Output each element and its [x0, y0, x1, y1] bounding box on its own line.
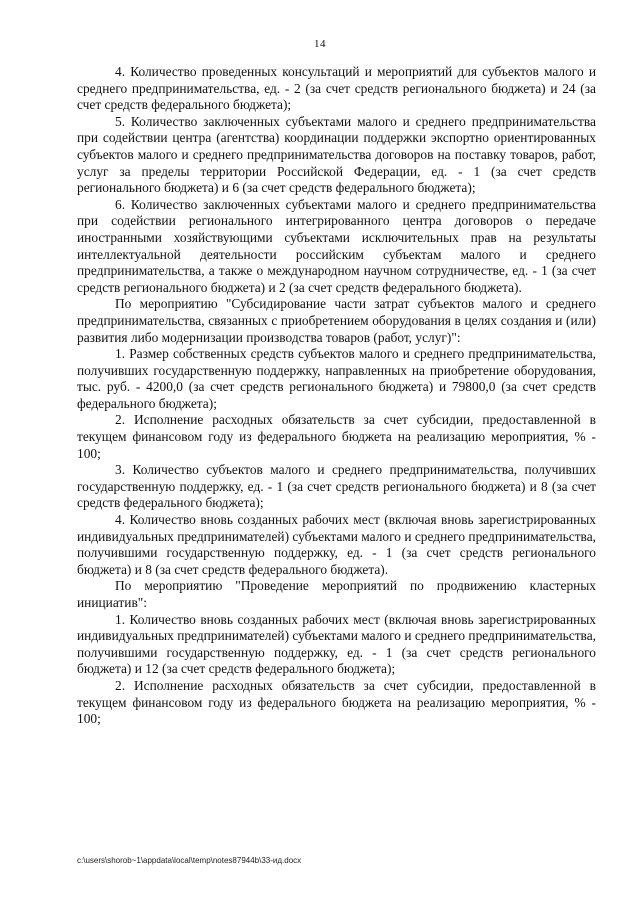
- paragraph: 6. Количество заключенных субъектами малого и среднего предпринимательства при содействии регионального интегрированного центра договоров о передаче иностранными хозяйствующими субъектами исключительных прав на результаты интеллектуальной деятельности российским субъектам малого и среднего предпринимательства, а также о международном научном сотрудничестве, ед. - 1 (за счет средств регионального бюджета) и 2 (за счет средств федерального бюджета).: [77, 196, 596, 295]
- paragraph: 4. Количество вновь созданных рабочих мест (включая вновь зарегистрированных индивидуальных предпринимателей) субъектами малого и среднего предпринимательства, получившими государственную поддержку, ед. - 1 (за счет средств регионального бюджета) и 8 (за счет средств федерального бюджета).: [77, 512, 596, 577]
- page-number: 14: [314, 38, 326, 50]
- paragraph: 2. Исполнение расходных обязательств за счет субсидии, предоставленной в текущем финансовом году из федерального бюджета на реализацию мероприятия, % - 100;: [77, 412, 596, 461]
- paragraph: 1. Размер собственных средств субъектов малого и среднего предпринимательства, получивших государственную поддержку, направленных на приобретение оборудования, тыс. руб. - 4200,0 (за счет средств регионального бюджета) и 79800,0 (за счет средств федерального бюджета);: [77, 346, 596, 411]
- document-body: [77, 64, 596, 728]
- paragraph: 1. Количество вновь созданных рабочих мест (включая вновь зарегистрированных индивидуальных предпринимателей) субъектами малого и среднего предпринимательства, получившими государственную поддержку, ед. - 1 (за счет средств регионального бюджета) и 12 (за счет средств федерального бюджета);: [77, 611, 596, 677]
- paragraph: 2. Исполнение расходных обязательств за счет субсидии, предоставленной в текущем финансовом году из федерального бюджета на реализацию мероприятия, % - 100;: [77, 677, 596, 727]
- paragraph: 5. Количество заключенных субъектами малого и среднего предпринимательства при содействии центра (агентства) координации поддержки экспортно ориентированных субъектов малого и среднего предпринимательства договоров на поставку товаров, работ, услуг за пределы территории Российской Федерации, ед. - 1 (за счет средств регионального бюджета) и 6 (за счет средств федерального бюджета);: [77, 113, 596, 196]
- paragraph: По мероприятию "Субсидирование части затрат субъектов малого и среднего предпринимательства, связанных с приобретением оборудования в целях создания и (или) развития либо модернизации производства товаров (работ, услуг)":: [77, 296, 596, 345]
- file-path-footer: c:\users\shorob~1\appdata\local\temp\notes87944b\33-ид.docx: [77, 856, 302, 865]
- paragraph: 4. Количество проведенных консультаций и мероприятий для субъектов малого и среднего предпринимательства, ед. - 2 (за счет средств регионального бюджета) и 24 (за счет средств федерального бюджета);: [77, 64, 596, 113]
- paragraph: По мероприятию "Проведение мероприятий по продвижению кластерных инициатив":: [77, 578, 596, 610]
- paragraph: 3. Количество субъектов малого и среднего предпринимательства, получивших государственную поддержку, ед. - 1 (за счет средств регионального бюджета) и 8 (за счет средств федерального бюджета);: [77, 462, 596, 511]
